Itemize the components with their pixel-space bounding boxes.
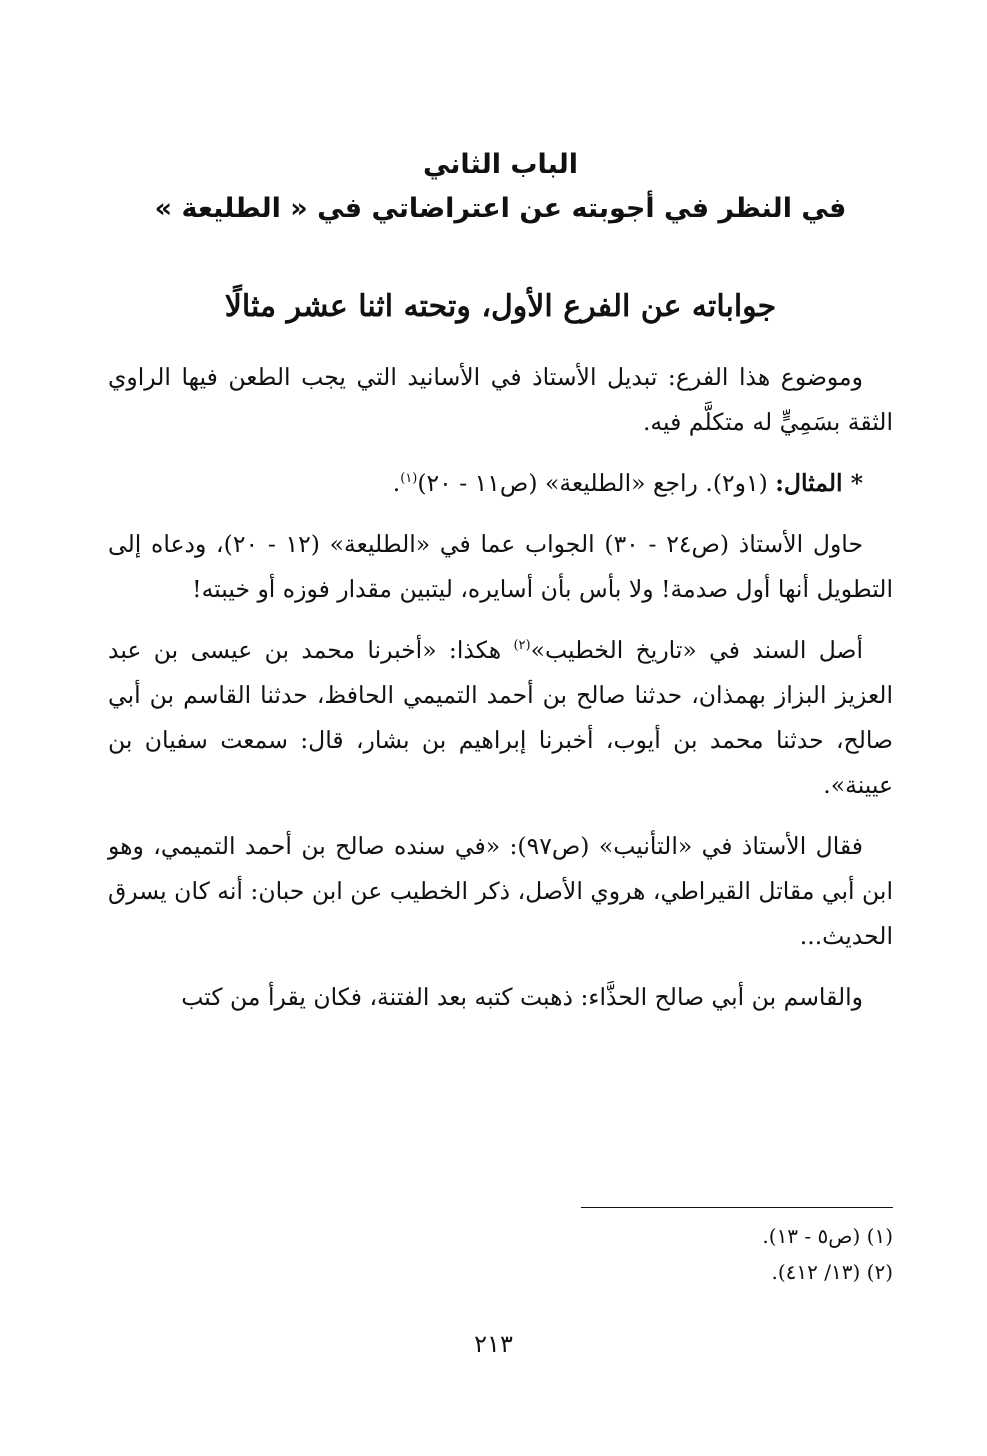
example-label: * المثال: [775,469,863,497]
paragraph-topic: وموضوع هذا الفرع: تبديل الأستاذ في الأسانيد التي يجب الطعن فيها الراوي الثقة بسَمِيٍّ له متكلَّم فيه. [108,363,893,436]
body-text [108,355,893,1036]
chapter-title-line1: الباب الثاني [422,149,579,180]
footnotes [108,1218,893,1290]
footnote-ref-2: (٢) [513,638,531,654]
paragraph-tanib-quote: فقال الأستاذ في «التأنيب» (ص٩٧): «في سنده صالح بن أحمد التميمي، وهو ابن أبي مقاتل القيراطي، هروي الأصل، ذكر الخطيب عن ابن حبان: أنه كان يسرق الحديث... [108,832,893,950]
example-text: (١و٢). راجع «الطليعة» (ص١١ - ٢٠) [417,469,776,497]
footnote-1: (١) (ص٥ - ١٣). [762,1224,893,1248]
footnote-ref-1: (١) [400,471,418,487]
page-number: ٢١٣ [474,1330,513,1358]
footnote-divider [581,1207,893,1208]
isnad-start: أصل السند في «تاريخ الخطيب» [530,636,863,664]
section-heading: جواباته عن الفرع الأول، وتحته اثنا عشر مثالًا [224,289,777,324]
chapter-title-line2: في النظر في أجوبته عن اعتراضاتي في « الطليعة » [154,193,847,224]
isnad-rest: هكذا: «أخبرنا محمد بن عيسى بن عبد العزيز البزاز بهمذان، حدثنا صالح بن أحمد التميمي الحافظ، حدثنا القاسم بن أبي صالح، حدثنا محمد بن أيوب، أخبرنا إبراهيم بن بشار، قال: سمعت سفيان بن عيينة». [108,636,893,799]
footnote-2: (٢) (١٣/ ٤١٢). [771,1260,893,1284]
paragraph-qasim: والقاسم بن أبي صالح الحذَّاء: ذهبت كتبه بعد الفتنة، فكان يقرأ من كتب [181,983,863,1011]
chapter-title [108,143,893,231]
example-end: . [392,469,401,497]
paragraph-isnad [108,628,893,808]
paragraph-response: حاول الأستاذ (ص٢٤ - ٣٠) الجواب عما في «الطليعة» (١٢ - ٢٠)، ودعاه إلى التطويل أنها أول صدمة! ولا بأس بأن أسايره، ليتبين مقدار فوزه أو خيبته! [108,530,893,603]
paragraph-example [108,461,893,506]
